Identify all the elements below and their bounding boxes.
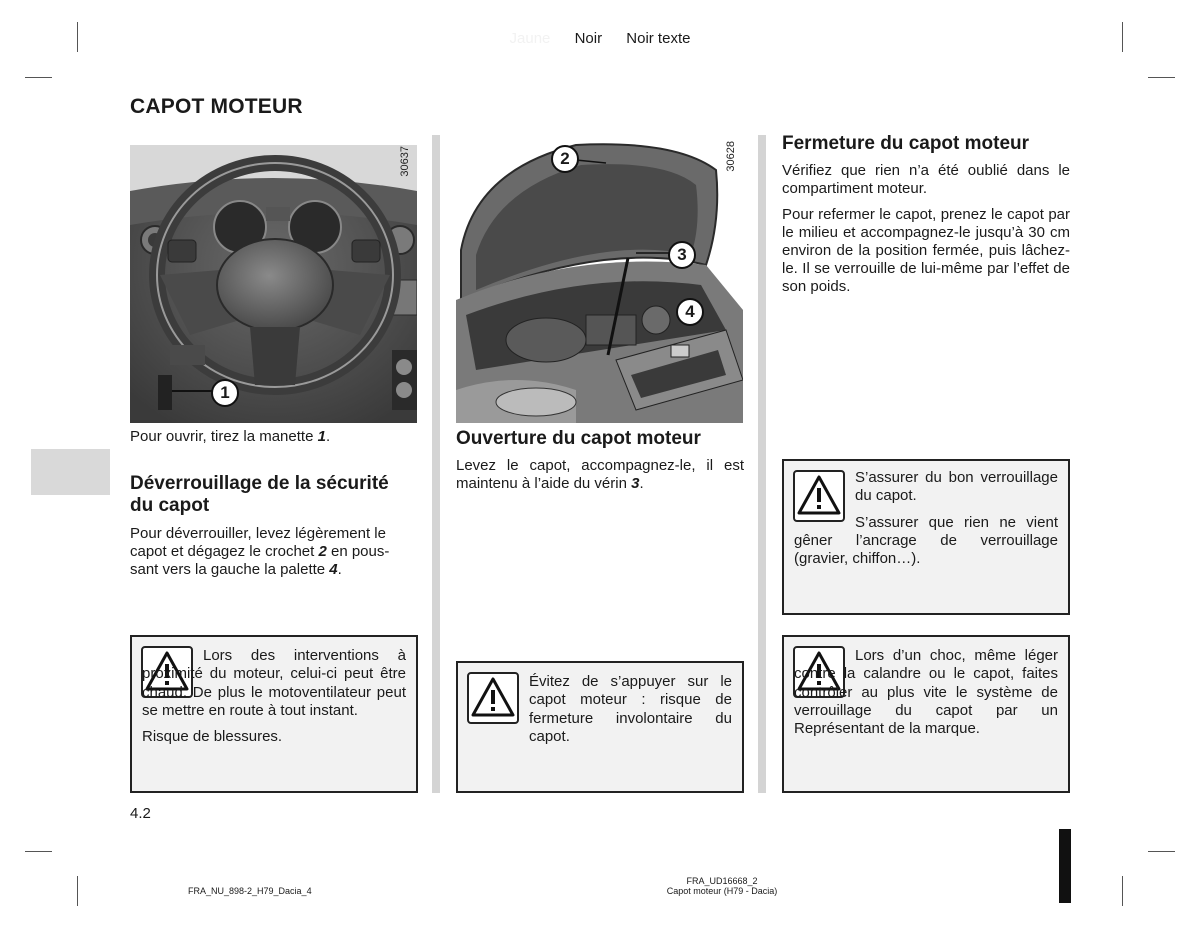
warning-triangle-icon <box>467 672 519 724</box>
callout-4: 4 <box>676 298 704 326</box>
column-separator-left <box>432 135 440 793</box>
color-label-noir-texte: Noir texte <box>626 30 691 47</box>
callout-1: 1 <box>211 379 239 407</box>
color-separation-labels <box>0 30 1200 47</box>
footer-right-code: FRA_UD16668_2 Capot moteur (H79 - Dacia) <box>666 876 778 896</box>
column-separator-right <box>758 135 766 793</box>
callout-3: 3 <box>668 241 696 269</box>
heading-unlock-safety: Déverrouillage de la sécurité du capot <box>130 473 389 516</box>
caption-open-hood: Pour ouvrir, tirez la manette 1. <box>130 428 331 445</box>
warning-check-locking-text: S’assurer du bon verrouillage du capot. <box>855 469 1058 505</box>
warning-lean-hood-text: Évitez de s’appuyer sur le capot moteur : risque de fermeture involontaire du capot. <box>529 673 732 745</box>
warning-box-lean-hood <box>456 661 744 793</box>
steering-wheel-illustration <box>130 145 417 423</box>
warning-box-engine-hot <box>130 635 418 793</box>
crop-mark-bottom-left-vertical <box>77 876 78 906</box>
warning-engine-hot-risk: Risque de blessures. <box>142 728 283 746</box>
warning-engine-hot-text: Lors des interventions à proximité du moteur, celui-ci peut être chaud. De plus le motoventilateur peut se mettre en route à tout instant. <box>142 647 406 719</box>
open-hood-illustration <box>456 140 743 423</box>
thumb-index-bar <box>1059 829 1071 903</box>
crop-mark-bottom-right-horizontal <box>1148 851 1175 852</box>
color-label-jaune: Jaune <box>509 30 551 47</box>
footer-left-code: FRA_NU_898-2_H79_Dacia_4 <box>188 886 312 896</box>
figure-ref-left: 30637 <box>399 146 411 177</box>
text-closing-hood: Vérifiez que rien n’a été oublié dans le compartiment moteur. Pour refermer le capot, prenez le capot par le milieu et accompagnez-le jusqu’à 30 cm environ de la position fermée, puis lâchez-le. Il se verrouille de lui-même par l’effet de son poids. <box>782 162 1070 295</box>
warning-box-impact <box>782 635 1070 793</box>
callout-2: 2 <box>551 145 579 173</box>
crop-mark-bottom-left-horizontal <box>25 851 52 852</box>
heading-closing-hood: Fermeture du capot moteur <box>782 133 1030 154</box>
figure-dashboard <box>130 145 417 423</box>
figure-ref-right: 30628 <box>725 141 737 172</box>
heading-opening-hood: Ouverture du capot moteur <box>456 428 701 449</box>
crop-mark-top-left-horizontal <box>25 77 52 78</box>
crop-mark-bottom-right-vertical <box>1122 876 1123 906</box>
page-number: 4.2 <box>130 805 151 822</box>
warning-check-anchoring-text: S’assurer que rien ne vient gêner l’ancrage de verrouillage (gravier, chiffon…). <box>794 513 1058 568</box>
warning-box-check-locking <box>782 459 1070 615</box>
figure-open-hood <box>456 140 743 423</box>
color-label-noir: Noir <box>574 30 603 47</box>
chapter-side-tab <box>31 449 110 495</box>
page-title: CAPOT MOTEUR <box>130 95 303 118</box>
text-unlock-safety: Pour déverrouiller, levez légèrement le capot et dégagez le crochet 2 en pous- sant vers la gauche la palette 4. <box>130 525 390 578</box>
text-opening-hood: Levez le capot, accompagnez-le, il est maintenu à l’aide du vérin 3. <box>456 457 744 492</box>
crop-mark-top-right-horizontal <box>1148 77 1175 78</box>
warning-impact-text: Lors d’un choc, même léger contre la calandre ou le capot, faites contrôler au plus vite le système de verrouillage du capot par un Représentant de la marque. <box>794 647 1058 738</box>
